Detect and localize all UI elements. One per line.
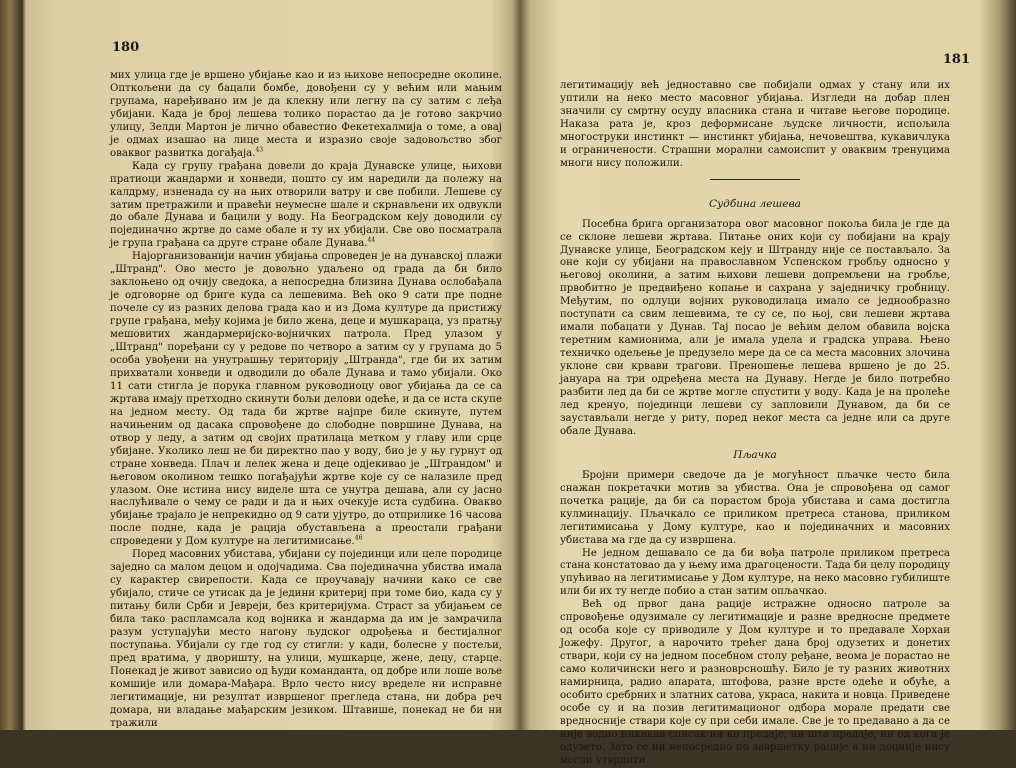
- page-number-right: 181: [942, 52, 970, 67]
- paragraph: Не једном дешавало се да би вођа патроле приликом претреса стана констатовао да у њему има драгоцености. Тада би целу породицу упућивао на легитимисање у Дом културе, на неко масовно губилиште или би их ту негде побио а стан затим опљачкао.: [560, 547, 950, 598]
- paragraph: [110, 251, 502, 549]
- paragraph: Поред масовних убистава, убијани су појединци или целе породице заједно са малом децом и одојчадима. Сва појединачна убиства имала су карактер свирепости. Када се проучавају начини како се све убијало, стиче се утисак да је једини критериј при томе био, када су у питању били Срби и Јевреји, без критеријума. Страст за убијањем се била тако распламсала код војника и жандарма да им је замрачила разум уступајући место нагону људског одрођења и бестијалног поступања. Убијали су где год су стигли: у кади, болесне у постељи, пред вратима, у дворишту, на улици, мушкарце, жене, децу, старце. Понекад је живот зависио од ћуди команданта, од добре или лоше воље комшије или домара-Мађара. Врло често нису вределе ни исправне легитимације, ни резултат извршеног прегледа стана, ни добра реч домара, ни владање мађарским језиком. Штавише, понекад не би ни тражили: [110, 549, 502, 729]
- paragraph: [110, 161, 502, 252]
- paragraph: Већ од првог дана рације истражне односно патроле за спровођење одузимале су легитимације и разне вредносне предмете од особа које су приводиле у Дом културе и то предавале Хорхаи Јожефу. Другог, а нарочито трећег дана број одузетих и донетих ствари, који су на једном посебном столу ређане, веома је порастао не само количински него и разноврсношћу. Било је ту разних животних намирница, радио апарата, штофова, разне врсте одеће и обуће, а особито сребрних и златних сатова, украса, накита и новца. Приведене особе су и на позив легитимационог одбора морале предати све вредносније ствари које су при себи имале. Све је то предавано а да се није водио никакав списак ни ко предаје, ни шта предаје, ни од кога је одузето. Зато се ни непосредно по завршетку рације а ни доцније нису могли утврдити: [560, 599, 950, 766]
- page-number-left: 180: [112, 40, 140, 55]
- paragraph: Посебна брига организатора овог масовног покоља била је где да се склоне лешеви жртава. Питање оних који су побијани на крају Дунавске улице, Београдском кеју и Штранду није се постављало. За оне који су убијани на православном Успенском гробљу односно у његовој околини, а затим њихови лешеви допремљени на гробље, првобитно је предвиђено копање и сахрана у заједничку гробницу. Међутим, по одлуци војних руководилаца имало се једнообразно поступати са свим лешевима, те су се, по њој, сви лешеви жртава имали побацати у Дунав. Тај посао је већим делом обавила војска теретним камионима, али је имала удела и градска управа. Њено техничко одељење је предузело мере да се са места масовних злочина уклоне сви крвави трагови. Преношење лешева вршено је до 25. јануара на три одређена места на Дунаву. Негде је било потребно разбити лед да би се жртве могле спустити у воду. Када је на пролеће лед кренуо, појединци лешеви су заплoвили Дунавом, да би се заустављали негде у риту, поред неког места са једне или са друге обале Дунава.: [560, 218, 950, 437]
- footnote-ref: 44: [367, 237, 376, 244]
- section-divider: [710, 179, 800, 180]
- paragraph: Бројни примери сведоче да је могућност пљачке често била снажан покретачки мотив за убиства. Она је спровођена од самог почетка рације, да би са порастом броја убистава и сама достигла кулминацију. Пљачкало се приликом претреса станова, приликом легитимисања у Дому културе, као и појединачних и масовних убистава ма где да су извршена.: [560, 469, 950, 546]
- footnote-ref: 43: [255, 146, 264, 154]
- right-page-text: [560, 80, 950, 768]
- left-page-text: [110, 70, 502, 731]
- section-heading: Пљачка: [733, 448, 777, 461]
- left-page: [30, 0, 518, 730]
- section-heading: Судбина лешева: [709, 197, 801, 210]
- paragraph-text: мих улица где је вршено убијање као и из њихове непосредне околине. Опткољени да су бацали бомбе, довођени су у већим или мањим групама, наређивано им је да клекну или легну па су затим с леђа убијани. Када је број лешева толико порастао да је готово закрчио улицу, Зелди Мартон је лично обавестио Фекетехалмија о томе, а овај је одмах изашао на лице места и изразио своје задовољство због оваквог развитка догађаја.: [110, 70, 502, 159]
- paragraph-text: Када су групу грађана довели до краја Дунавске улице, њихови пратиоци жандарми и хонведи, пошто су им наредили да полежу на калдрму, изненада су на њих отворили ватру и све побили. Лешеве су затим претражили и правећи неумесне шале и скрнављени их одвукли до обале Дунава и бацили у воду. На Београдском кеју доводили су појединачно жртве до саме обале и ту их убијали. Све ово посматрала је група грађана са друге стране обале Дунава.: [110, 160, 502, 250]
- paragraph-text: Најорганизованији начин убијања спроведен је на дунавској плажи „Штранд". Ово место је довољно удаљено од града да би било заклоњено од очију сведока, а непосредна близина Дунава ослобађала је одговорне од бриге куда са лешевима. Већ око 9 сати пре подне почеле су из разних делова града као и из Дома културе да пристижу групе грађана, међу којима је било жена, деце и мушкараца, уз пратњу мешовитих жандармеријско-војничких патрола. Пред улазом у „Штранд" поређани су у редове по четворо а затим су у групама до 5 особа увођени на унутрашњу територију „Штранда", где би их затим прихватали хонведи и одводили до обале Дунава и тамо убијали. Око 11 сати стигла је порука главном руководиоцу овог убијања да се са жртава имају претходно скинути бољи делови одеће, и да се иста скупе на једном месту. Од тада би жртве најпре биле скинуте, путем начињеним од дасака спровођене до слободне површине Дунава, на отвор у леду, а затим од својих пратилаца метком у главу или срце убијане. Уколико леш не би директно пао у воду, био је у њу гурнут од стране хонведа. Плач и лелек жена и деце одјекивао је „Штрандом" и његовом околином тешко погађајући жртве које су се налазиле пред улазом. Оне истина нису виделе шта се унутра дешава, али су јасно наслућивале о чему се ради и да и њих очекује иста судбина. Овакво убијање трајало је непрекидно од 9 сати ујутро, до отприлике 16 часова после подне, када је рација обустављена а преостали грађани спроведени у Дом културе на легитимисање.: [110, 251, 502, 548]
- footnote-ref: 46: [354, 534, 363, 542]
- paragraph: [110, 70, 502, 161]
- paragraph: легитимацију већ једноставно све побијали одмах у стану или их уптили на неко место масовног убијања. Изгледи на добар плен значили су смртну осуду власника стана и читаве његове породице. Наказа рата је, крoз деформисане људске личности, испољила многоструки инстинкт — инстинкт убијања, нечовештва, кукавичлука и ограничености. Страшни морални самоиспит у оваквим тренуцима многи нису положили.: [560, 80, 950, 169]
- right-page: [520, 0, 990, 766]
